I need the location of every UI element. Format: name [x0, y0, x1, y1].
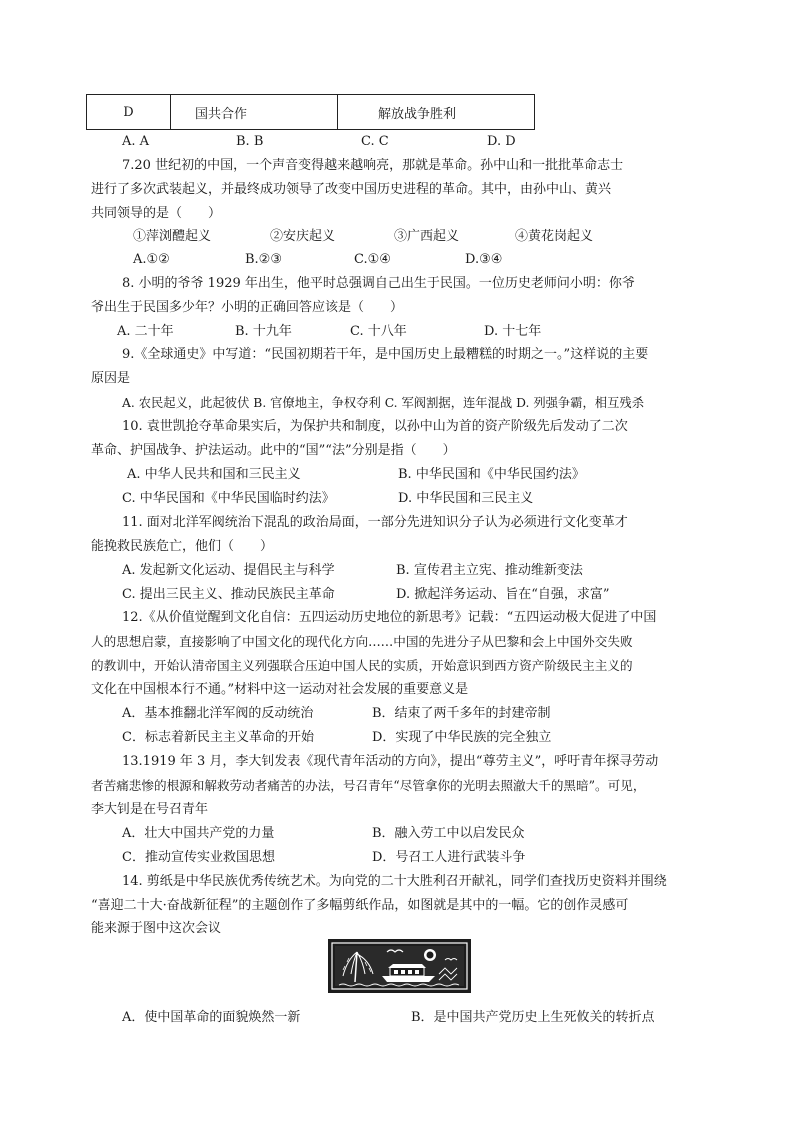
- q12-stem-line: 人的思想启蒙，直接影响了中国文化的现代化方向……中国的先进分子从巴黎和会上中国外交失败: [91, 634, 633, 649]
- q12-stem-line: 的教训中，开始认清帝国主义列强联合压迫中国人民的实质，开始意识到西方资产阶级民主主义的: [91, 658, 633, 673]
- q13-stem-line: 13.1919 年 3 月，李大钊发表《现代青年活动的方向》，提出“尊劳主义”，呼吁青年探寻劳动: [122, 754, 659, 769]
- q11-stem-line: 11. 面对北洋军阀统治下混乱的政治局面，一部分先进知识分子认为必须进行文化变革才: [122, 515, 628, 530]
- q12-option-a: A．基本推翻北洋军阀的反动统治: [122, 706, 314, 721]
- q14-stem-line: 能来源于图中这次会议: [91, 921, 222, 936]
- q6-option-b: B. B: [236, 134, 264, 149]
- q11-stem-line: 能挽救民族危亡，他们（ ）: [91, 539, 274, 554]
- table-cell-option: D: [87, 95, 171, 130]
- q10-option-b: B. 中华民国和《中华民国约法》: [398, 467, 585, 482]
- q10-option-c: C. 中华民国和《中华民国临时约法》: [122, 491, 335, 506]
- table-cell-event: 国共合作: [171, 95, 338, 130]
- q6-option-a: A. A: [122, 134, 150, 149]
- q7-item-3: ③广西起义: [394, 229, 460, 244]
- q8-option-d: D. 十七年: [484, 324, 542, 339]
- q7-stem-line: 共同领导的是（ ）: [91, 206, 222, 221]
- q10-stem-line: 10. 袁世凯抢夺革命果实后，为保护共和制度，以孙中山为首的资产阶级先后发动了二次: [122, 419, 628, 434]
- q7-item-1: ①萍浏醴起义: [133, 229, 212, 244]
- q12-option-b: B．结束了两千多年的封建帝制: [372, 706, 551, 721]
- q8-option-a: A. 二十年: [117, 324, 174, 339]
- q7-option-b: B.②③: [245, 252, 282, 267]
- q9-stem-line: 9.《全球通史》中写道：“民国初期若干年，是中国历史上最糟糕的时期之一。”这样说的主要: [122, 347, 649, 362]
- q13-stem-line: 李大钊是在号召青年: [91, 802, 209, 817]
- q8-stem-line: 8. 小明的爷爷 1929 年出生，他平时总强调自己出生于民国。一位历史老师问小明：你爷: [122, 276, 635, 291]
- q12-option-d: D．实现了中华民族的完全独立: [372, 730, 552, 745]
- q12-option-c: C．标志着新民主主义革命的开始: [122, 730, 314, 745]
- q11-option-b: B. 宣传君主立宪、推动维新变法: [396, 563, 583, 578]
- q6-option-c: C. C: [361, 134, 389, 149]
- q11-option-d: D. 掀起洋务运动、旨在“自强，求富”: [396, 587, 610, 602]
- q7-stem-line: 进行了多次武装起义，并最终成功领导了改变中国历史进程的革命。其中，由孙中山、黄兴: [91, 182, 612, 197]
- q12-stem-line: 12.《从价值觉醒到文化自信：五四运动历史地位的新思考》记载：“五四运动极大促进了中国: [122, 610, 657, 625]
- q9-stem-line: 原因是: [91, 371, 131, 386]
- q14-stem-line: “喜迎二十大·奋战新征程”的主题创作了多幅剪纸作品，如图就是其中的一幅。它的创作灵感可: [91, 898, 629, 913]
- answer-table: [86, 94, 535, 130]
- q8-option-c: C. 十八年: [350, 324, 407, 339]
- q10-option-d: D. 中华民国和三民主义: [398, 491, 534, 506]
- q10-option-a: A. 中华人民共和国和三民主义: [127, 467, 301, 482]
- q7-option-a: A.①②: [133, 252, 170, 267]
- q6-option-d: D. D: [487, 134, 516, 149]
- q12-stem-line: 文化在中国根本行不通。”材料中这一运动对社会发展的重要意义是: [91, 682, 469, 697]
- q7-item-4: ④黄花岗起义: [515, 229, 594, 244]
- q7-option-c: C.①④: [354, 252, 391, 267]
- q11-option-a: A. 发起新文化运动、提倡民主与科学: [122, 563, 335, 578]
- paper-cut-image: [327, 938, 472, 994]
- q10-stem-line: 革命、护国战争、护法运动。此中的“国”“法”分别是指（ ）: [91, 443, 456, 458]
- table-cell-result: 解放战争胜利: [338, 95, 535, 130]
- q9-options: A. 农民起义，此起彼伏 B. 官僚地主，争权夺利 C. 军阀割据，连年混战 D. 列强争霸，相互残杀: [122, 396, 644, 410]
- q13-stem-line: 者苦痛悲惨的根源和解救劳动者痛苦的办法，号召青年“尽管拿你的光明去照澈大千的黑暗”。可见，: [91, 778, 646, 793]
- table-row: [87, 95, 535, 130]
- q13-option-d: D．号召工人进行武装斗争: [372, 850, 526, 865]
- q14-option-b: B．是中国共产党历史上生死攸关的转折点: [411, 1010, 655, 1025]
- q14-stem-line: 14. 剪纸是中华民族优秀传统艺术。为向党的二十大胜利召开献礼，同学们查找历史资料并围绕: [122, 874, 667, 889]
- q7-stem-line: 7.20 世纪初的中国，一个声音变得越来越响亮，那就是革命。孙中山和一批批革命志士: [122, 158, 624, 173]
- q8-stem-line: 爷出生于民国多少年？小明的正确回答应该是（ ）: [91, 300, 404, 315]
- q7-option-d: D.③④: [465, 252, 503, 267]
- q7-item-2: ②安庆起义: [270, 229, 336, 244]
- q14-option-a: A．使中国革命的面貌焕然一新: [122, 1010, 301, 1025]
- q13-option-b: B．融入劳工中以启发民众: [372, 826, 525, 841]
- q8-option-b: B. 十九年: [235, 324, 292, 339]
- q13-option-a: A．壮大中国共产党的力量: [122, 826, 275, 841]
- q11-option-c: C. 提出三民主义、推动民族民主革命: [122, 587, 335, 602]
- q13-option-c: C．推动宣传实业救国思想: [122, 850, 275, 865]
